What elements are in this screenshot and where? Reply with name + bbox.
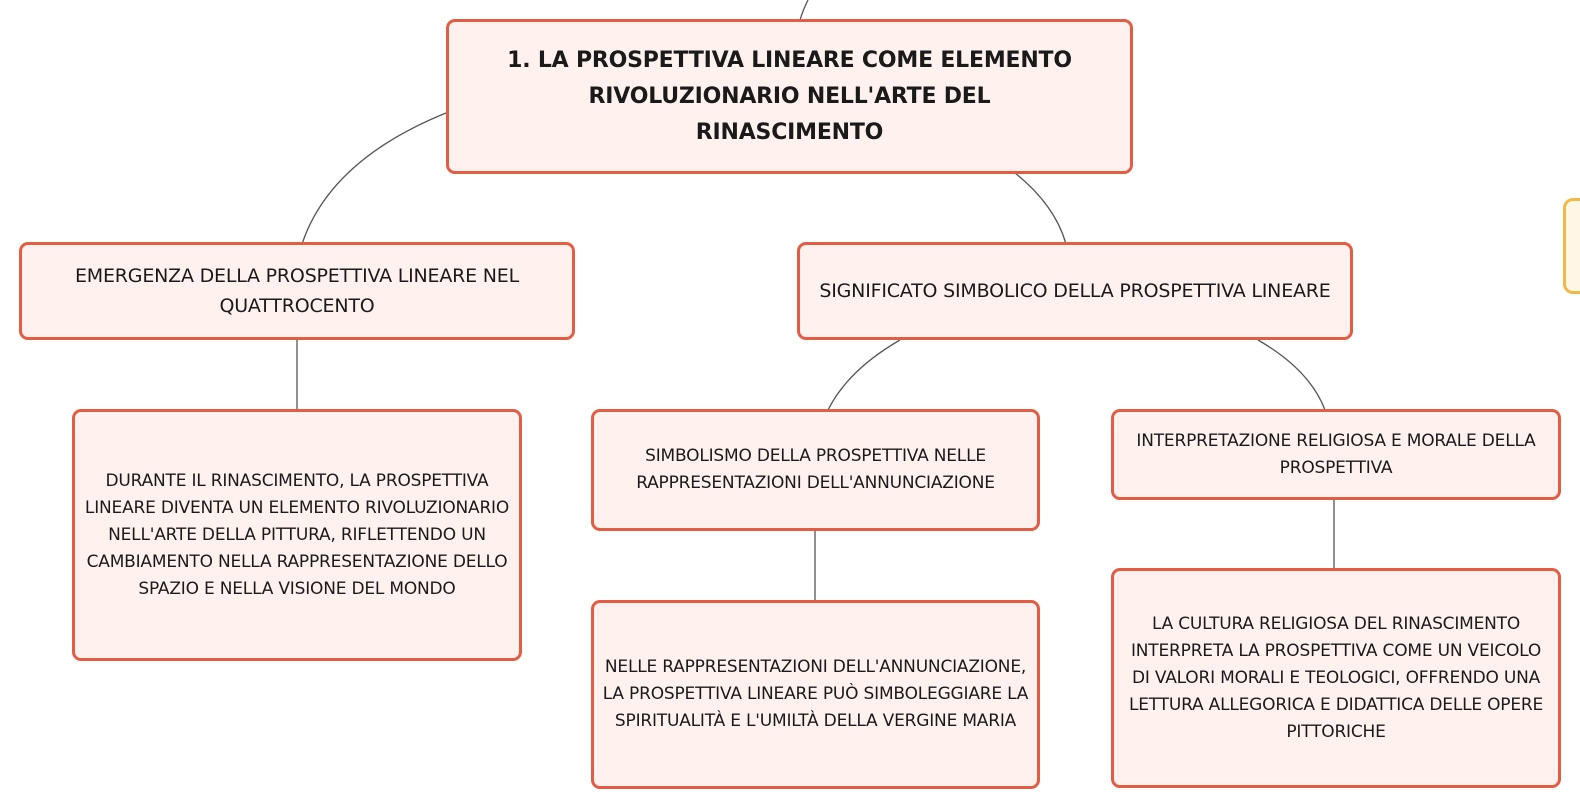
subtopic-interpretazione-label: INTERPRETAZIONE RELIGIOSA E MORALE DELLA PROSPETTIVA	[1136, 430, 1536, 478]
root-topic-label: 1. LA PROSPETTIVA LINEARE COME ELEMENTO RIVOLUZIONARIO NELL'ARTE DEL RINASCIMENTO	[507, 47, 1072, 145]
connector-significato-to-interpretazione	[1258, 340, 1325, 410]
subtopic-durante-rinascimento[interactable]	[72, 409, 522, 661]
root-topic[interactable]	[446, 19, 1133, 174]
topic-emergenza-label: EMERGENZA DELLA PROSPETTIVA LINEARE NEL QUATTROCENTO	[75, 265, 519, 317]
subtopic-interpretazione[interactable]	[1111, 409, 1561, 500]
connector-parent-to-root	[800, 0, 808, 20]
topic-significato-label: SIGNIFICATO SIMBOLICO DELLA PROSPETTIVA LINEARE	[819, 280, 1331, 302]
topic-significato[interactable]	[797, 242, 1353, 340]
detail-cultura-religiosa[interactable]	[1111, 568, 1561, 788]
subtopic-simbolismo[interactable]	[591, 409, 1040, 531]
detail-cultura-religiosa-label: LA CULTURA RELIGIOSA DEL RINASCIMENTO INTERPRETA LA PROSPETTIVA COME UN VEICOLO DI VALORI MORALI E TEOLOGICI, OFFRENDO UNA LETTURA ALLEGORICA E DIDATTICA DELLE OPERE PITTORICHE	[1128, 613, 1544, 742]
offscreen-topic-edge[interactable]	[1563, 198, 1580, 294]
connector-root-to-significato	[1015, 173, 1066, 244]
detail-annunciazione[interactable]	[591, 600, 1040, 789]
detail-annunciazione-label: NELLE RAPPRESENTAZIONI DELL'ANNUNCIAZIONE, LA PROSPETTIVA LINEARE PUÒ SIMBOLEGGIARE LA SPIRITUALITÀ E L'UMILTÀ DELLA VERGINE MARIA	[602, 657, 1029, 731]
connector-significato-to-simbolismo	[828, 340, 900, 410]
topic-emergenza[interactable]	[19, 242, 575, 340]
subtopic-simbolismo-label: SIMBOLISMO DELLA PROSPETTIVA NELLE RAPPRESENTAZIONI DELL'ANNUNCIAZIONE	[636, 446, 995, 493]
connector-root-to-emergenza	[302, 113, 446, 244]
subtopic-durante-rinascimento-label: DURANTE IL RINASCIMENTO, LA PROSPETTIVA LINEARE DIVENTA UN ELEMENTO RIVOLUZIONARIO NELL'ARTE DELLA PITTURA, RIFLETTENDO UN CAMBIAMENTO NELLA RAPPRESENTAZIONE DELLO SPAZIO E NELLA VISIONE DEL MONDO	[84, 470, 510, 599]
